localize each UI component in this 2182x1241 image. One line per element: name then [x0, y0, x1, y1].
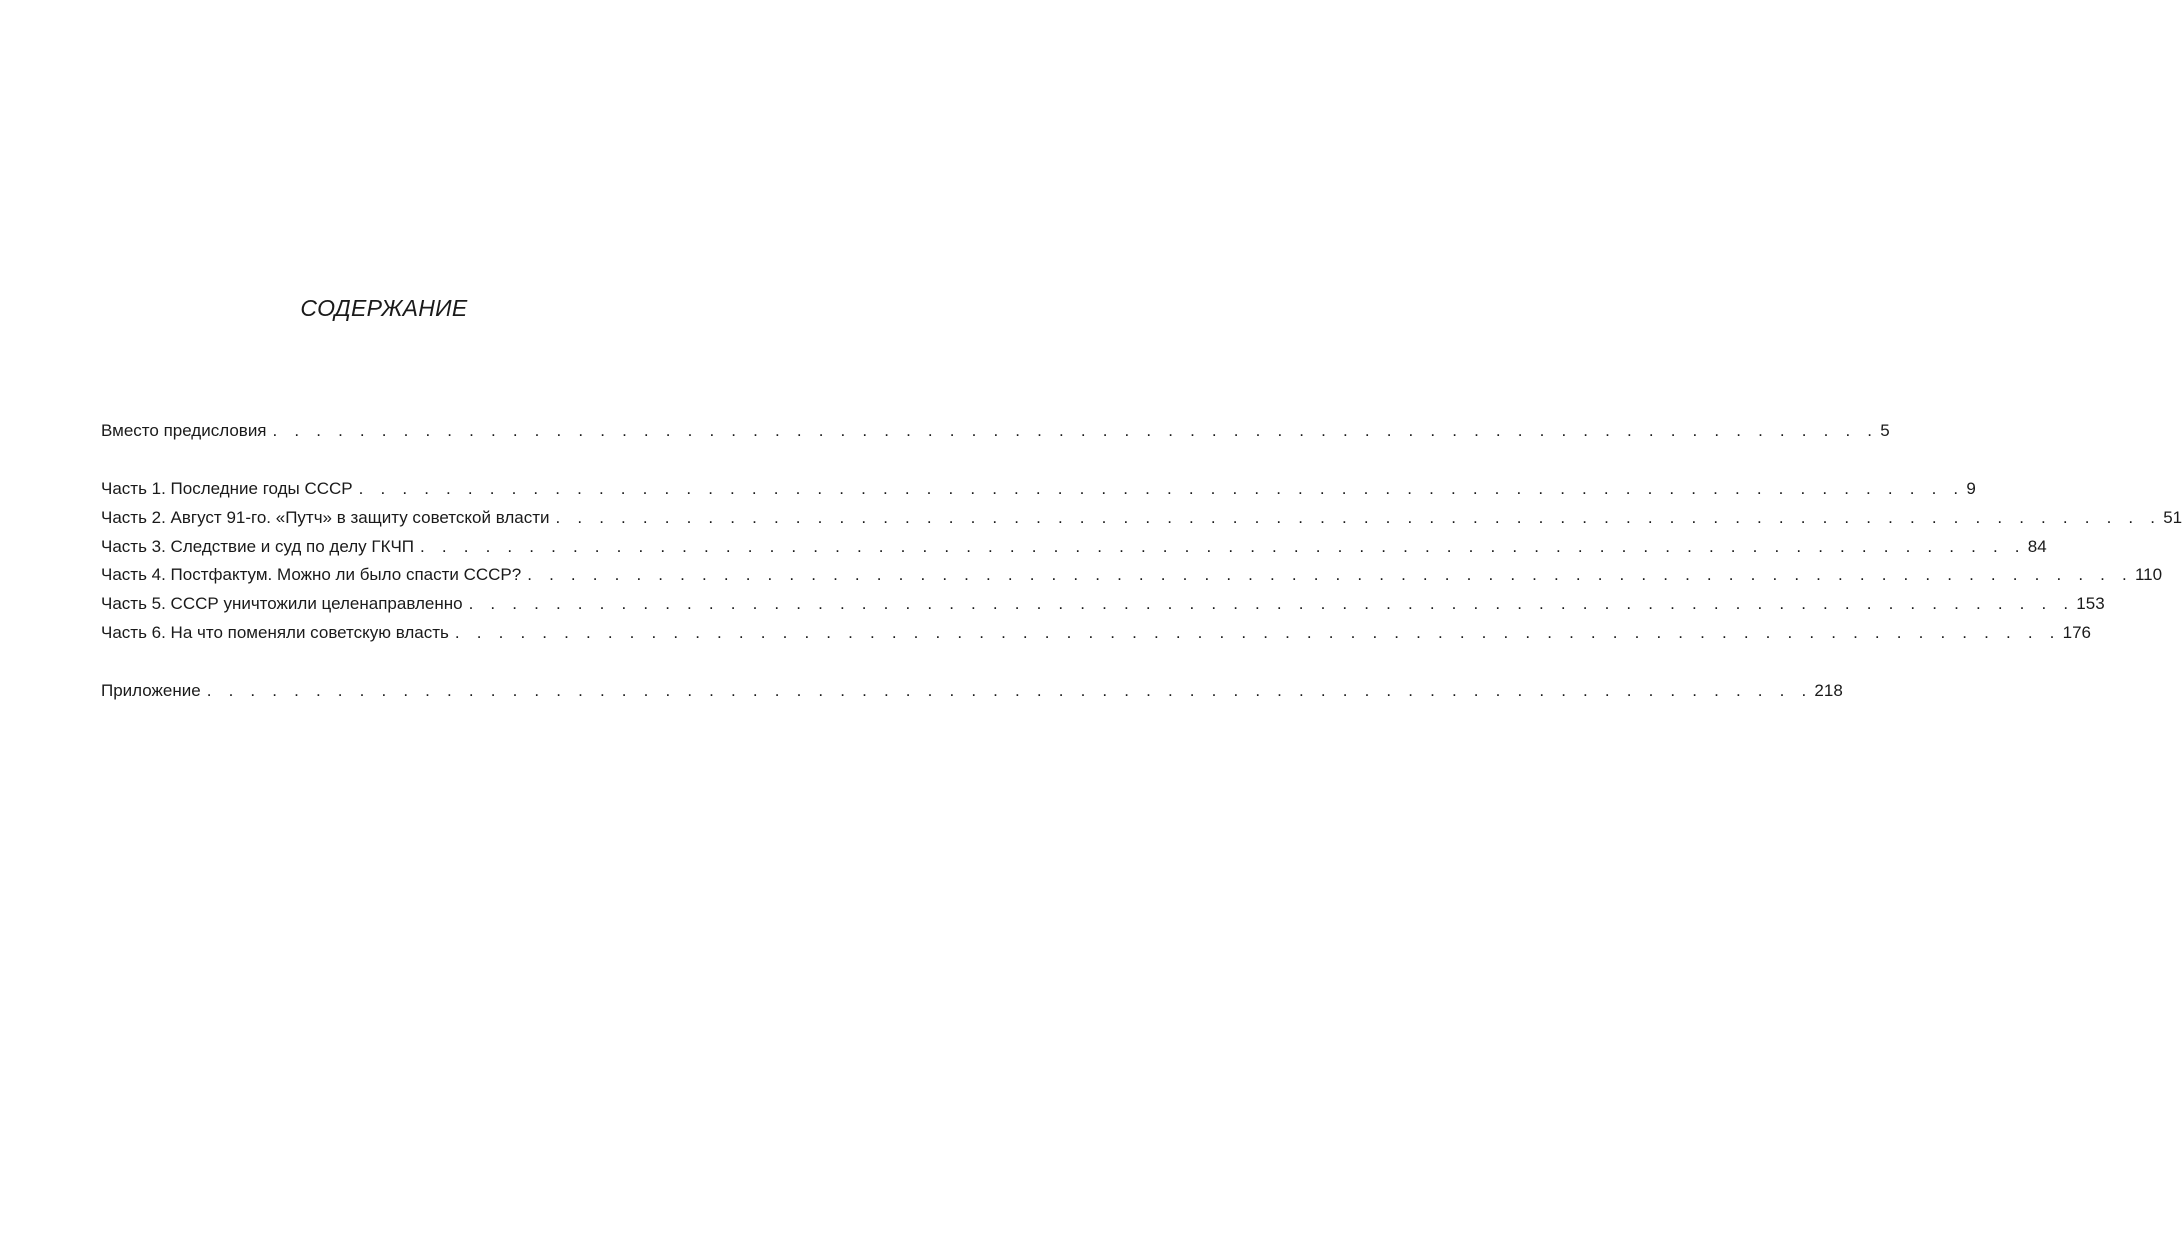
toc-entry-label: Приложение: [101, 681, 201, 700]
toc-entry-label: Вместо предисловия: [101, 421, 267, 440]
dot-leader: . . . . . . . . . . . . . . . . . . . . . . . . . . . . . . . . . . . . . . . . . . . . . . . . . . . . . . . . . . . . . . . . . . . . . . . . . .: [420, 537, 2026, 556]
toc-entry-part-5: [101, 592, 2105, 616]
toc-entry-page: 5: [1880, 421, 1890, 440]
toc-entry-page: 218: [1814, 681, 1843, 700]
toc-entry-label: Часть 3. Следствие и суд по делу ГКЧП: [101, 537, 415, 556]
toc-entry-label: Часть 1. Последние годы СССР: [101, 479, 353, 498]
toc-entry-page: 9: [1966, 479, 1976, 498]
toc-entry-label: Часть 6. На что поменяли советскую власть: [101, 623, 449, 642]
dot-leader: . . . . . . . . . . . . . . . . . . . . . . . . . . . . . . . . . . . . . . . . . . . . . . . . . . . . . . . . . . . . . . . . . . . . . . . . . .: [454, 623, 2061, 642]
toc-entry-page: 51: [2163, 508, 2182, 527]
dot-leader: . . . . . . . . . . . . . . . . . . . . . . . . . . . . . . . . . . . . . . . . . . . . . . . . . . . . . . . . . . . . . . . . . . . . . . . . . .: [468, 594, 2075, 613]
toc-entry-page: 84: [2027, 537, 2047, 556]
dot-leader: . . . . . . . . . . . . . . . . . . . . . . . . . . . . . . . . . . . . . . . . . . . . . . . . . . . . . . . . . . . . . . . . . . . . . . . . . .: [272, 421, 1879, 440]
toc-entry-part-2: [101, 506, 2182, 530]
toc-entry-part-3: [101, 535, 2047, 559]
toc-entry-page: 110: [2134, 565, 2163, 584]
dot-leader: . . . . . . . . . . . . . . . . . . . . . . . . . . . . . . . . . . . . . . . . . . . . . . . . . . . . . . . . . . . . . . . . . . . . . . . . . .: [206, 681, 1813, 700]
toc-entry-appendix: [101, 679, 1843, 703]
toc-entry-label: Часть 4. Постфактум. Можно ли было спасти СССР?: [101, 565, 522, 584]
toc-entry-part-1: [101, 477, 1976, 501]
toc-entry-part-6: [101, 621, 2091, 645]
toc-entry-preface: [101, 419, 1890, 443]
page-title: СОДЕРЖАНИЕ: [300, 295, 468, 321]
toc-entry-page: 176: [2062, 623, 2091, 642]
toc-entry-label: Часть 2. Август 91-го. «Путч» в защиту советской власти: [101, 508, 550, 527]
dot-leader: . . . . . . . . . . . . . . . . . . . . . . . . . . . . . . . . . . . . . . . . . . . . . . . . . . . . . . . . . . . . . . . . . . . . . . . . . .: [527, 565, 2133, 584]
dot-leader: . . . . . . . . . . . . . . . . . . . . . . . . . . . . . . . . . . . . . . . . . . . . . . . . . . . . . . . . . . . . . . . . . . . . . . . . . .: [358, 479, 1965, 498]
toc-entry-part-4: [101, 563, 2163, 587]
toc-entry-page: 153: [2076, 594, 2105, 613]
dot-leader: . . . . . . . . . . . . . . . . . . . . . . . . . . . . . . . . . . . . . . . . . . . . . . . . . . . . . . . . . . . . . . . . . . . . . . . . . .: [555, 508, 2162, 527]
toc-entry-label: Часть 5. СССР уничтожили целенаправленно: [101, 594, 463, 613]
